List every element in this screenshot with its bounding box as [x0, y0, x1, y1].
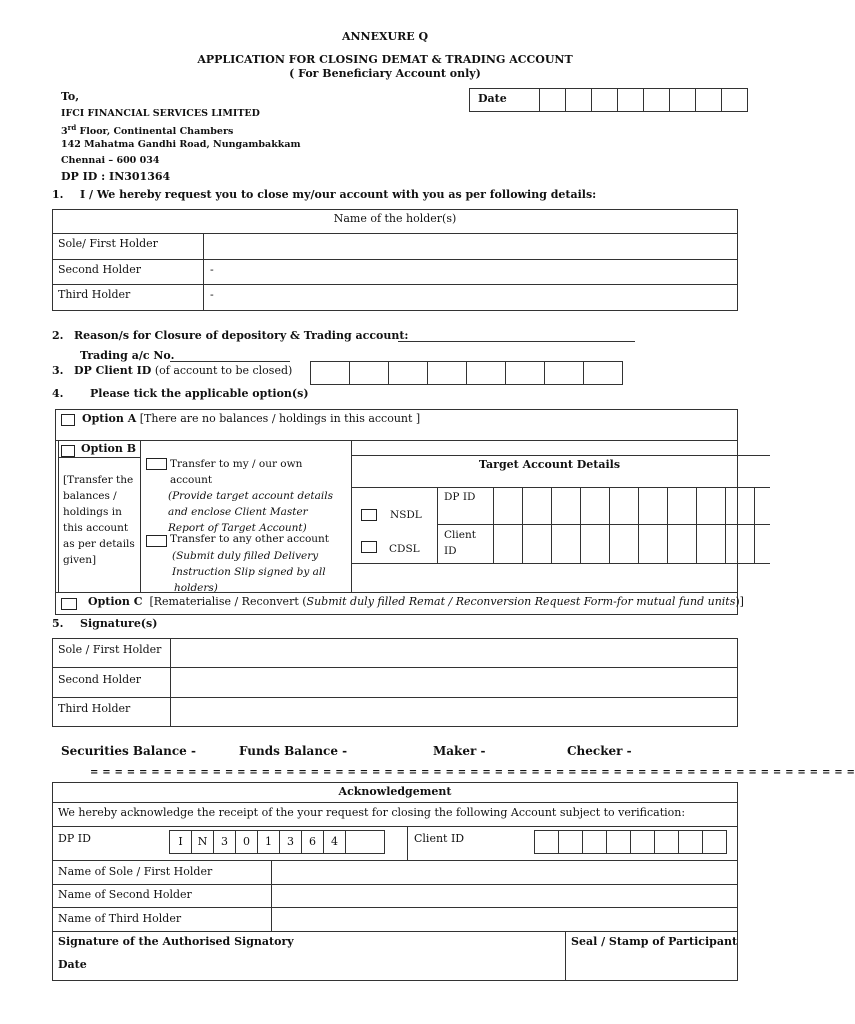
- dp-id-char: 3: [213, 830, 236, 854]
- client-id-cell[interactable]: [544, 361, 584, 385]
- dp-id-header: DP ID : IN301364: [61, 170, 171, 183]
- date-cell[interactable]: [643, 88, 670, 112]
- option-a-checkbox[interactable]: [61, 414, 75, 426]
- ack-name-first-field[interactable]: [273, 862, 736, 883]
- target-client-id-input[interactable]: [494, 525, 770, 563]
- signature-field-third[interactable]: [172, 699, 736, 725]
- option-a: Option A [There are no balances / holdings in this account ]: [82, 412, 421, 425]
- section2-number: 2.: [52, 329, 64, 342]
- cdsl-checkbox[interactable]: [361, 541, 377, 553]
- ack-name-first: Name of Sole / First Holder: [58, 865, 213, 878]
- date-cell[interactable]: [721, 88, 748, 112]
- holder-label-third: Third Holder: [58, 288, 131, 301]
- ack-signature-label: Signature of the Authorised Signatory: [58, 935, 294, 948]
- checker-label: Checker -: [567, 744, 632, 758]
- signature-field-second[interactable]: [172, 669, 736, 696]
- annexure-label: ANNEXURE Q: [341, 30, 429, 43]
- client-id-cell[interactable]: [349, 361, 389, 385]
- dp-id-char: 4: [323, 830, 346, 854]
- transfer-own-note: (Provide target account details and enclose Client Master Report of Target Account): [168, 490, 334, 534]
- ack-title: Acknowledgement: [338, 785, 452, 798]
- option-c-checkbox[interactable]: [61, 598, 77, 610]
- date-cell[interactable]: [539, 88, 566, 112]
- securities-balance: Securities Balance -: [61, 744, 196, 758]
- section2-text: Reason/s for Closure of depository & Trading account:: [74, 329, 409, 342]
- section1-text: I / We hereby request you to close my/our account with you as per following details:: [80, 188, 597, 201]
- ack-client-id-cell[interactable]: [654, 830, 679, 854]
- transfer-other-checkbox[interactable]: [146, 535, 167, 547]
- transfer-own-checkbox[interactable]: [146, 458, 167, 470]
- ack-name-third: Name of Third Holder: [58, 912, 182, 925]
- ack-name-second: Name of Second Holder: [58, 888, 192, 901]
- holder-name-first[interactable]: [210, 237, 730, 255]
- dp-id-char: 0: [235, 830, 258, 854]
- ack-client-id-cell[interactable]: [606, 830, 631, 854]
- section1-number: 1.: [52, 188, 64, 201]
- dp-id-char: 3: [279, 830, 302, 854]
- section3-number: 3.: [52, 364, 64, 377]
- trading-ac-label: Trading a/c No.: [80, 349, 175, 362]
- nsdl-label: NSDL: [390, 509, 422, 521]
- ack-client-id-label: Client ID: [414, 832, 465, 845]
- target-account-title: Target Account Details: [478, 458, 621, 471]
- section4-text: Please tick the applicable option(s): [90, 387, 309, 400]
- form-title: APPLICATION FOR CLOSING DEMAT & TRADING ACCOUNT: [197, 53, 573, 66]
- ack-name-second-field[interactable]: [273, 886, 736, 906]
- cdsl-label: CDSL: [389, 543, 420, 555]
- ack-dp-id-label: DP ID: [58, 832, 91, 845]
- ack-dp-id-cells: [170, 830, 385, 854]
- ack-client-id-cell[interactable]: [630, 830, 655, 854]
- date-cell[interactable]: [565, 88, 592, 112]
- target-dp-id-label: DP ID: [444, 491, 476, 503]
- reason-line[interactable]: [398, 341, 635, 342]
- client-id-cell[interactable]: [466, 361, 506, 385]
- holder-name-second[interactable]: -: [210, 263, 214, 276]
- holder-label-first: Sole/ First Holder: [58, 237, 158, 250]
- dp-id-char: N: [191, 830, 214, 854]
- date-cell[interactable]: [591, 88, 618, 112]
- option-b-desc: [Transfer the balances / holdings in this account as per details given]: [63, 474, 135, 566]
- client-id-cell[interactable]: [583, 361, 623, 385]
- ack-client-id-cell[interactable]: [702, 830, 727, 854]
- ack-client-id-cell[interactable]: [678, 830, 703, 854]
- address-city: Chennai – 600 034: [61, 155, 160, 166]
- trading-ac-line[interactable]: [170, 361, 290, 362]
- ack-text: We hereby acknowledge the receipt of the your request for closing the following Account subject to verification:: [58, 806, 686, 819]
- client-id-cell[interactable]: [427, 361, 467, 385]
- section5-number: 5.: [52, 617, 64, 630]
- holder-label-second: Second Holder: [58, 263, 141, 276]
- dp-id-char: [345, 830, 385, 854]
- nsdl-checkbox[interactable]: [361, 509, 377, 521]
- signature-label-third: Third Holder: [58, 702, 131, 715]
- client-id-cell[interactable]: [388, 361, 428, 385]
- signature-label-second: Second Holder: [58, 673, 141, 686]
- address-street: 142 Mahatma Gandhi Road, Nungambakkam: [61, 139, 301, 150]
- ack-date-label: Date: [58, 958, 87, 971]
- date-label: Date: [469, 88, 540, 112]
- dp-client-id-field[interactable]: [311, 361, 623, 385]
- address-floor: 3rd Floor, Continental Chambers: [61, 123, 234, 138]
- to-label: To,: [61, 90, 80, 103]
- option-b-title: Option B: [81, 442, 136, 455]
- signature-label-first: Sole / First Holder: [58, 643, 162, 656]
- section5-text: Signature(s): [80, 617, 158, 630]
- ack-client-id-cells[interactable]: [535, 830, 727, 854]
- date-cell[interactable]: [617, 88, 644, 112]
- holders-table-header: Name of the holder(s): [333, 212, 457, 225]
- option-c: Option C [Rematerialise / Reconvert (Submit duly filled Remat / Reconversion Request Form-for mutual fund units)]: [88, 595, 744, 608]
- ack-client-id-cell[interactable]: [558, 830, 583, 854]
- dp-id-char: I: [169, 830, 192, 854]
- transfer-own: Transfer to my / our own account: [170, 458, 303, 486]
- dp-id-char: 1: [257, 830, 280, 854]
- date-cell[interactable]: [695, 88, 722, 112]
- target-dp-id-input[interactable]: [494, 488, 770, 524]
- separator: = = = = = = = = = = = = = = = = = = = = = = = = = = = = = = = = = = = = = = = = == = = = = = = = = = = = = = = = = = = = = =: [90, 767, 855, 778]
- company-name: IFCI FINANCIAL SERVICES LIMITED: [61, 108, 260, 119]
- maker-label: Maker -: [433, 744, 486, 758]
- signature-field-first[interactable]: [172, 640, 736, 666]
- client-id-cell[interactable]: [310, 361, 350, 385]
- section3-text: DP Client ID (of account to be closed): [74, 364, 293, 377]
- holder-name-third[interactable]: -: [210, 288, 214, 301]
- transfer-other: Transfer to any other account: [170, 533, 330, 545]
- funds-balance: Funds Balance -: [239, 744, 348, 758]
- ack-seal-label: Seal / Stamp of Participant: [571, 935, 738, 948]
- ack-name-third-field[interactable]: [273, 909, 736, 930]
- dp-id-char: 6: [301, 830, 324, 854]
- option-b-checkbox[interactable]: [61, 445, 75, 457]
- ack-client-id-cell[interactable]: [534, 830, 559, 854]
- ack-client-id-cell[interactable]: [582, 830, 607, 854]
- date-field[interactable]: [470, 88, 748, 112]
- section4-number: 4.: [52, 387, 64, 400]
- client-id-cell[interactable]: [505, 361, 545, 385]
- target-client-id-label: Client ID: [444, 529, 476, 557]
- form-subtitle: ( For Beneficiary Account only): [289, 67, 481, 80]
- date-cell[interactable]: [669, 88, 696, 112]
- transfer-other-note: (Submit duly filled Delivery Instruction Slip signed by all holders): [172, 550, 326, 594]
